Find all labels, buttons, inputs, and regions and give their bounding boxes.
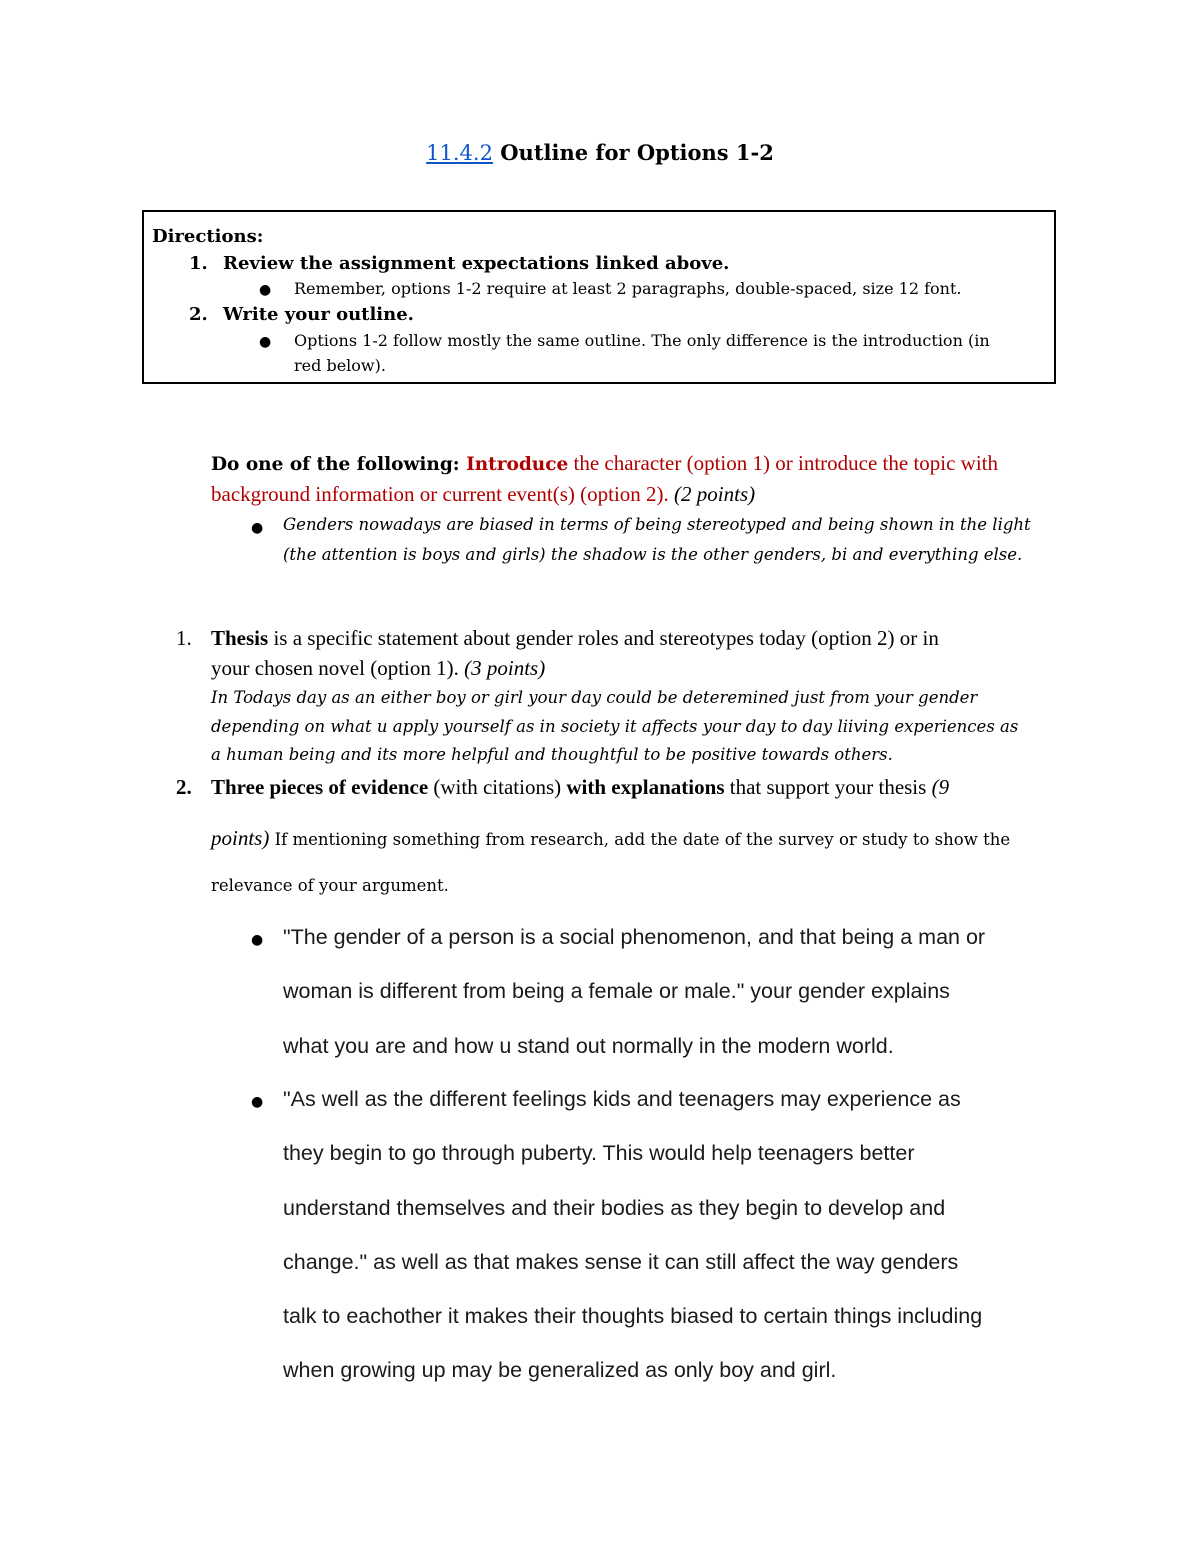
thesis-number: 1. (176, 626, 192, 650)
bullet-icon: ● (251, 520, 264, 536)
assignment-link[interactable]: 11.4.2 (426, 141, 493, 165)
directions-item-1-number: 1. (189, 253, 208, 274)
directions-item-1-label: Review the assignment expectations linked above. (223, 253, 730, 274)
evidence-bullet-1-line: woman is different from being a female or male." your gender explains (283, 979, 950, 1003)
evidence-number: 2. (176, 775, 192, 799)
directions-item-2-note-line2: red below). (294, 356, 386, 375)
intro-points: (2 points) (668, 482, 756, 506)
evidence-bullet-1-line: "The gender of a person is a social phenomenon, and that being a man or (283, 925, 986, 949)
evidence-line2 (211, 826, 1010, 851)
directions-box (142, 210, 1056, 384)
intro-red-text: the character (option 1) or introduce the topic with (568, 451, 999, 475)
intro-red-bold: Introduce (466, 454, 569, 475)
evidence-bullet-1-line: what you are and how u stand out normally in the modern world. (283, 1034, 894, 1058)
evidence-line3: relevance of your argument. (211, 876, 449, 895)
thesis-answer-line: a human being and its more helpful and thoughtful to be positive towards others. (211, 745, 893, 764)
title-text: Outline for Options 1-2 (492, 140, 774, 165)
page-title (0, 140, 1200, 165)
evidence-text-3: If mentioning something from research, add the date of the survey or study to show the (269, 830, 1011, 849)
evidence-bullet-2-line: change." as well as that makes sense it can still affect the way genders (283, 1250, 959, 1274)
bullet-icon: ● (259, 282, 272, 298)
thesis-line1 (211, 626, 939, 651)
thesis-points: (3 points) (464, 656, 546, 680)
thesis-bold: Thesis (211, 626, 269, 650)
bullet-icon: ● (251, 1094, 264, 1110)
intro-instruction-line2 (211, 482, 755, 507)
directions-item-2-note-line1: Options 1-2 follow mostly the same outline. The only difference is the introduction (in (294, 331, 990, 350)
evidence-points-b: points) (211, 826, 270, 850)
evidence-line1 (211, 775, 949, 800)
directions-item-2-number: 2. (189, 304, 208, 325)
thesis-line2 (211, 656, 545, 681)
thesis-text-2: your chosen novel (option 1). (211, 656, 465, 680)
evidence-text-1: (with citations) (428, 775, 567, 799)
directions-item-1-note: Remember, options 1-2 require at least 2 paragraphs, double-spaced, size 12 font. (294, 279, 962, 298)
intro-red-text-2: background information or current event(s) (option 2). (211, 482, 669, 506)
thesis-answer-line: In Todays day as an either boy or girl your day could be deteremined just from your gender (211, 688, 978, 707)
evidence-bullet-2-line: "As well as the different feelings kids and teenagers may experience as (283, 1087, 961, 1111)
evidence-text-2: that support your thesis (724, 775, 932, 799)
intro-instruction-line1 (211, 451, 998, 476)
evidence-bullet-2-line: when growing up may be generalized as only boy and girl. (283, 1358, 837, 1382)
thesis-text: is a specific statement about gender roles and stereotypes today (option 2) or in (268, 626, 939, 650)
evidence-bullet-2-line: they begin to go through puberty. This would help teenagers better (283, 1141, 915, 1165)
evidence-bullet-2-line: talk to eachother it makes their thoughts biased to certain things including (283, 1304, 983, 1328)
directions-heading: Directions: (152, 226, 264, 247)
directions-item-2-label: Write your outline. (223, 304, 414, 325)
thesis-answer-line: depending on what u apply yourself as in society it affects your day to day liiving experiences as (211, 717, 1019, 736)
evidence-bold-2: with explanations (566, 775, 725, 799)
bullet-icon: ● (251, 932, 264, 948)
evidence-points-a: (9 (931, 775, 950, 799)
intro-answer-line1: Genders nowadays are biased in terms of being stereotyped and being shown in the light (283, 515, 1031, 534)
evidence-bold-1: Three pieces of evidence (211, 775, 429, 799)
intro-lead: Do one of the following: (211, 454, 467, 475)
intro-answer-line2: (the attention is boys and girls) the shadow is the other genders, bi and everything else. (283, 545, 1023, 564)
evidence-bullet-2-line: understand themselves and their bodies as they begin to develop and (283, 1196, 946, 1220)
bullet-icon: ● (259, 334, 272, 350)
